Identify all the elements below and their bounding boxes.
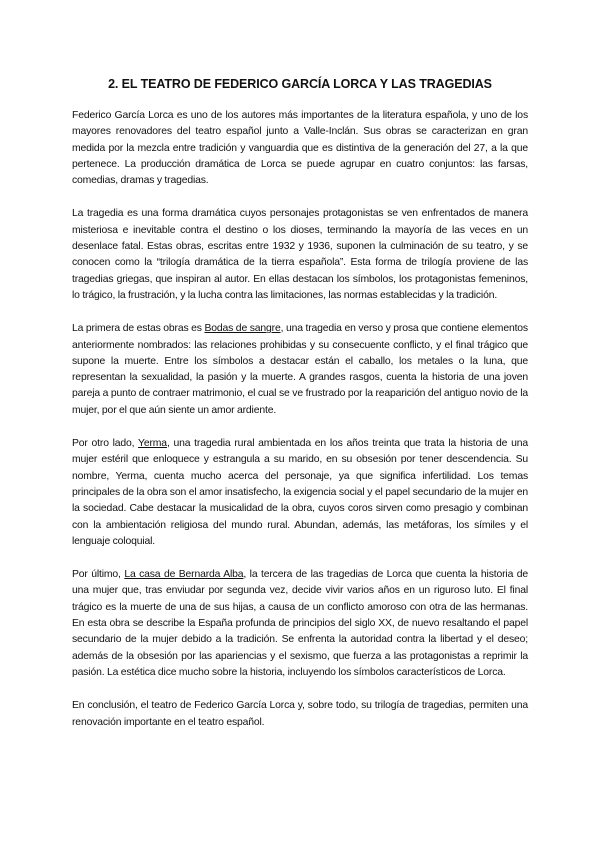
work-title-la-casa-de-bernarda-alba: La casa de Bernarda Alba	[124, 569, 244, 581]
paragraph-text: , la tercera de las tragedias de Lorca que cuenta la historia de una mujer que, tras enviudar por segunda vez, decide vivir varios años en un riguroso luto. El final trágico es la muerte de una de sus hijas, a causa de un conflicto amoroso con otra de las hermanas. En esta obra se describe la España profunda de principios del siglo XX, de nuevo resaltando el papel secundario de la mujer debido a la tradición. Se enfrenta la autoridad contra la libertad y el deseo; además de la obsesión por las apariencias y el sexismo, que fuerza a las protagonistas a reprimir la pasión. La estética dice mucho sobre la historia, incluyendo los símbolos característicos de Lorca.	[72, 569, 528, 678]
paragraph-conclusion: En conclusión, el teatro de Federico García Lorca y, sobre todo, su trilogía de tragedias, permiten una renovación importante en el teatro español.	[72, 700, 528, 728]
document-title: 2. EL TEATRO DE FEDERICO GARCÍA LORCA Y LAS TRAGEDIAS	[108, 77, 492, 91]
paragraph-introduction: Federico García Lorca es uno de los autores más importantes de la literatura española, y uno de los mayores renovadores del teatro español junto a Valle-Inclán. Sus obras se caracterizan en gran medida por la mezcla entre tradición y vanguardia que es distintiva de la generación del 27, a la que pertenece. La producción dramática de Lorca se puede agrupar en cuatro conjuntos: las farsas, comedias, dramas y tragedias.	[72, 110, 528, 187]
paragraph-text: , una tragedia en verso y prosa que contiene elementos anteriormente nombrados: las relaciones prohibidas y su consecuente conflicto, y el final trágico que supone la muerte. Entre los símbolos a destacar están el caballo, los metales o la luna, que representan la sexualidad, la pasión y la muerte. A grandes rasgos, cuenta la historia de una joven pareja a punto de contraer matrimonio, el cual se ve frustrado por la reaparición del antiguo novio de la mujer, por el que aún siente un amor ardiente.	[72, 323, 528, 416]
paragraph-text: Por último,	[72, 569, 125, 581]
work-title-yerma: Yerma	[138, 438, 167, 450]
paragraph-bernarda-alba	[72, 567, 528, 681]
document-body	[72, 108, 528, 748]
paragraph-text: Por otro lado,	[72, 438, 139, 450]
work-title-bodas-de-sangre: Bodas de sangre	[204, 323, 281, 335]
paragraph-yerma	[72, 436, 528, 550]
paragraph-text: , una tragedia rural ambientada en los años treinta que trata la historia de una mujer estéril que enloquece y estrangula a su marido, en su obsesión por tener descendencia. Su nombre, Yerma, cuenta mucho acerca del personaje, ya que significa infertilidad. Los temas principales de la obra son el amor insatisfecho, la exigencia social y el papel secundario de la mujer en la sociedad. Cabe destacar la musicalidad de la obra, cuyos coros sirven como presagio y combinan con la ambientación religiosa del mundo rural. Abundan, además, las metáforas, los símiles y el lenguaje coloquial.	[72, 438, 528, 547]
paragraph-tragedy-definition: La tragedia es una forma dramática cuyos personajes protagonistas se ven enfrentados de manera misteriosa e inevitable contra el destino o los dioses, terminando la mayoría de las veces en un desenlace fatal. Estas obras, escritas entre 1932 y 1936, suponen la culminación de su teatro, y se conocen como la “trilogía dramática de la tierra española”. Esta forma de trilogía proviene de las tragedias griegas, que inspiran al autor. En ellas destacan los símbolos, los protagonistas femeninos, lo trágico, la frustración, y la lucha contra las limitaciones, las normas establecidas y la tradición.	[72, 208, 528, 301]
paragraph-text: La primera de estas obras es	[72, 323, 205, 335]
paragraph-bodas-de-sangre	[72, 321, 528, 419]
